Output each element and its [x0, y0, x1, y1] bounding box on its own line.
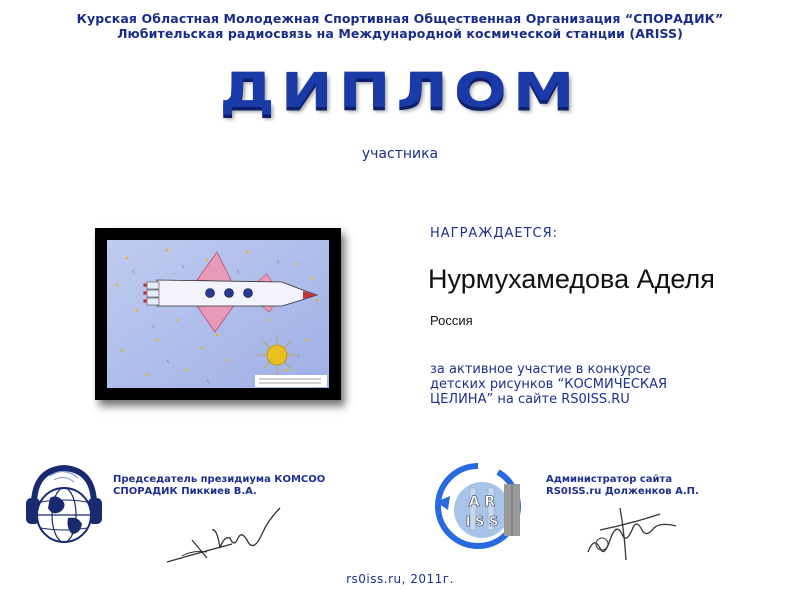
- administrator-title: Администратор сайта: [546, 474, 673, 485]
- chairman-title: Председатель президиума КОМСОО: [113, 474, 326, 485]
- footer-text: rs0iss.ru, 2011г.: [346, 572, 454, 586]
- site-name: RS0ISS.ru: [546, 486, 602, 497]
- administrator-signature-caption: [546, 474, 699, 498]
- drawing-frame: [95, 228, 341, 400]
- diploma-title: ДИПЛОМ: [219, 62, 581, 119]
- administrator-name-line: [546, 486, 699, 498]
- ariss-logo-text-bottom: I S S: [465, 515, 499, 530]
- administrator-signature: [580, 500, 690, 568]
- ariss-logo: [432, 462, 524, 556]
- children-drawing-image: [107, 240, 329, 388]
- chairman-signature-caption: [113, 474, 325, 498]
- awarded-label: НАГРАЖДАЕТСЯ:: [430, 226, 559, 241]
- ariss-logo-text-top: A R: [468, 494, 496, 510]
- globe-headphones-logo: [24, 460, 104, 559]
- chairman-signature: [162, 500, 302, 574]
- award-reason-line: детских рисунков “КОСМИЧЕСКАЯ: [430, 377, 668, 392]
- organization-header: Курская Областная Молодежная Спортивная Общественная Организация “СПОРАДИК”: [76, 11, 724, 26]
- signature-image: [162, 500, 302, 570]
- award-reason: [430, 362, 770, 407]
- award-reason-line: за активное участие в конкурсе: [430, 362, 651, 377]
- signature-image: [580, 500, 690, 564]
- recipient-name: Нурмухамедова Аделя: [428, 264, 715, 294]
- recipient-country: Россия: [430, 313, 473, 328]
- ariss-logo-icon: [432, 462, 524, 552]
- administrator-name: Долженков А.П.: [601, 486, 699, 497]
- award-reason-line: ЦЕЛИНА” на сайте RS0ISS.RU: [430, 392, 630, 407]
- globe-logo-icon: [24, 460, 104, 555]
- chairman-name: СПОРАДИК Пиккиев В.А.: [113, 486, 257, 497]
- diploma-subtitle: участника: [361, 146, 439, 162]
- ariss-header: Любительская радиосвязь на Международной космической станции (ARISS): [117, 26, 683, 41]
